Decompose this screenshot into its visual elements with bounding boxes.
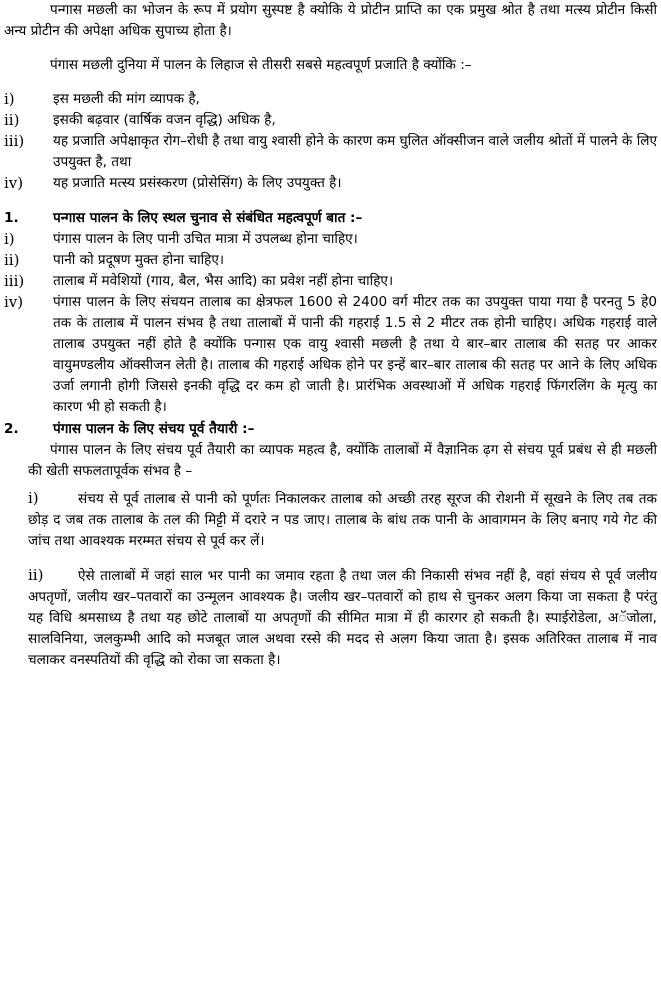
list-item xyxy=(4,292,657,418)
section-title: पन्गास पालन के लिए स्थल चुनाव से संबंधित महत्वपूर्ण बात :– xyxy=(53,210,363,226)
list-item-number: iii) xyxy=(4,272,25,290)
list-item xyxy=(4,250,657,271)
intro-paragraph-2: पंगास मछली दुनिया में पालन के लिहाज से तीसरी सबसे महत्वपूर्ण प्रजाति है क्योंकि :– xyxy=(50,57,472,73)
section-2-intro: पंगास पालन के लिए संचय पूर्व तैयारी का व्यापक महत्व है, क्योंकि तालाबों में वैज्ञानिक ढ़ग से संचय पूर्व प्रबंध से ही मछली की खेती सफलतापूर्वक संभव है – xyxy=(28,442,657,479)
list-item-text: यह प्रजाति मत्स्य प्रसंस्करण (प्रोसेसिंग) के लिए उपयुक्त है। xyxy=(53,175,342,191)
list-item xyxy=(4,110,657,131)
section-1-heading xyxy=(4,207,657,229)
list-item-number: iv) xyxy=(4,293,24,311)
section-number: 2. xyxy=(4,421,19,437)
list-item-number: ii) xyxy=(4,111,20,129)
list-item-number: iii) xyxy=(4,132,25,150)
list-item xyxy=(4,229,657,250)
section-title: पंगास पालन के लिए संचय पूर्व तैयारी :– xyxy=(53,421,255,437)
list-item-text: यह प्रजाति अपेक्षाकृत रोग–रोधी है तथा वायु श्वासी होने के कारण कम घुलित ऑक्सीजन वाले जलीय श्रोतों में पालने के लिए उपयुक्त है, तथा xyxy=(53,133,657,170)
section-1-list xyxy=(4,229,657,418)
list-item-number: i) xyxy=(4,230,15,248)
list-item-text: पंगास पालन के लिए संचयन तालाब का क्षेत्रफल 1600 से 2400 वर्ग मीटर तक का उपयुक्त पाया गया है परनतु 5 हे0 तक के तालाब में पालन संभव है तथा तालाबों में पानी की गहराई 1.5 से 2 मीटर तक होनी चाहिए। अधिक गहराई वाले तालाब उपयुक्त नहीं होते है क्योंकि पन्गास एक वायु श्वासी मछली है तथा ये बार–बार तालाब की सतह पर आकर वायुमण्डलीय ऑक्सीजन लेती है। तालाब की गहराई अधिक होने पर इन्हें बार–बार तालाब की सतह पर आने के लिए अधिक उर्जा लगानी होगी जिससे इनकी वृद्धि दर कम हो जाती है। प्रारंभिक अवस्थाओं में अधिक गहराई फिंगरलिंग के मृत्यु का कारण भी हो सकती है। xyxy=(53,294,657,415)
list-item-text: संचय से पूर्व तालाब से पानी को पूर्णतः निकालकर तालाब को अच्छी तरह सूरज की रोशनी में सूखने के लिए तब तक छोड़ द जब तक तालाब के तल की मिट्टी में दरारे न पड जाए। तालाब के बांध तक पानी के आवागमन के लिए बनाए गये गेट की जांच तथा आवश्यक मरम्मत संचय से पूर्व कर लें। xyxy=(28,491,657,549)
list-item-text: ऐसे तालाबों में जहां साल भर पानी का जमाव रहता है तथा जल की निकासी संभव नहीं है, वहां संचय से पूर्व जलीय अपतृणों, जलीय खर–पतवारों का उन्मूलन आवश्यक है। जलीय खर–पतवारों को हाथ से चुनकर अलग किया जा सकता है परंतु यह विधि श्रमसाध्य है तथा यह छोटे तालाबों या अपतृणों की सीमित मात्रा में ही कारगर हो सकती है। स्पाईरोडेला, अॅजोला, सालविनिया, जलकुम्भी आदि को मजबूत जाल अथवा रस्से की मदद से अलग किया जाता है। इसक अतिरिक्त तालाब में नाव चलाकर वनस्पतियों की वृद्धि को रोका जा सकता है। xyxy=(28,568,657,668)
list-item-text: पंगास पालन के लिए पानी उचित मात्रा में उपलब्ध होना चाहिए। xyxy=(53,231,358,247)
list-item-text: तालाब में मवेशियों (गाय, बैल, भैस आदि) का प्रवेश नहीं होना चाहिए। xyxy=(53,273,394,289)
list-item-number: i) xyxy=(28,489,39,507)
list-item xyxy=(4,173,657,194)
reasons-list xyxy=(4,89,657,194)
list-item-number: ii) xyxy=(4,251,20,269)
list-item-text: इस मछली की मांग व्यापक है, xyxy=(53,91,200,107)
section-2-heading xyxy=(4,418,657,440)
list-item-text: पानी को प्रदूषण मुक्त होना चाहिए। xyxy=(53,252,225,268)
list-item-number: iv) xyxy=(4,174,24,192)
section-2-item-2 xyxy=(4,565,657,671)
list-item-number: ii) xyxy=(28,566,44,584)
list-item xyxy=(4,89,657,110)
list-item-text: इसकी बढ़वार (वार्षिक वजन वृद्धि) अधिक है, xyxy=(53,112,276,128)
section-2-item-1 xyxy=(4,488,657,552)
list-item xyxy=(4,131,657,173)
list-item-number: i) xyxy=(4,90,15,108)
list-item xyxy=(4,271,657,292)
intro-paragraph-1: पन्गास मछली का भोजन के रूप में प्रयोग सुस्पष्ट है क्योकि ये प्रोटीन प्राप्ति का एक प्रमुख श्रोत है तथा मत्स्य प्रोटीन किसी अन्य प्रोटीन की अपेक्षा अधिक सुपाच्य होता है। xyxy=(4,2,657,39)
section-number: 1. xyxy=(4,210,19,226)
